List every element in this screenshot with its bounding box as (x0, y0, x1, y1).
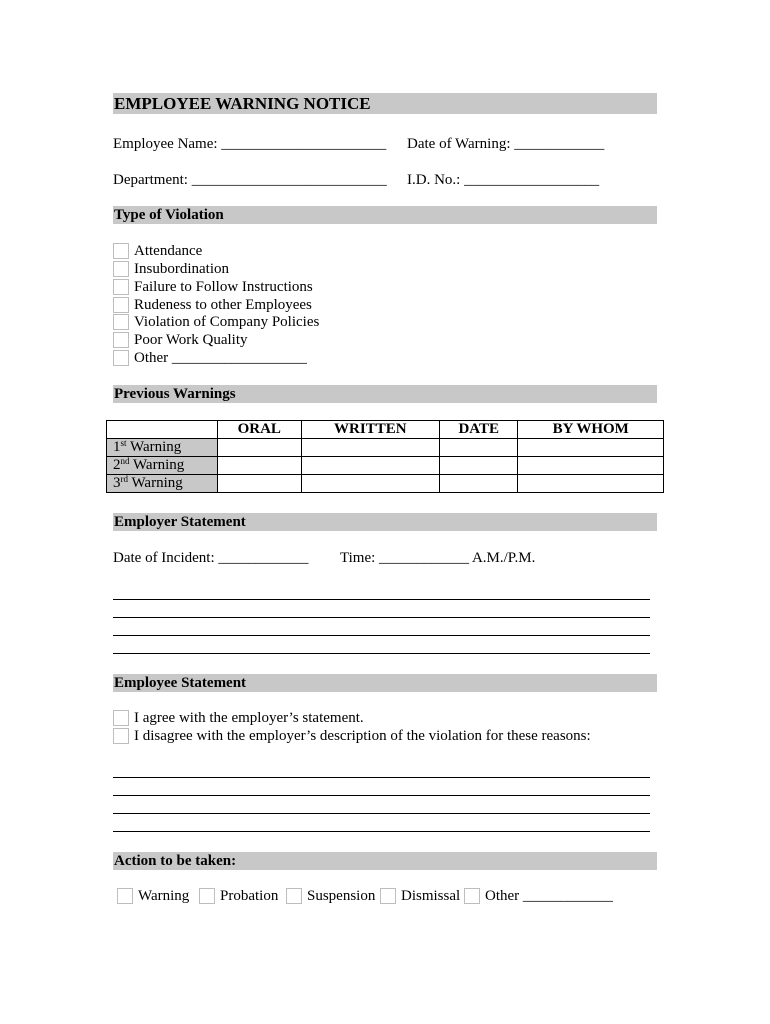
previous-warnings-table (106, 420, 664, 493)
row-ordinal: st (120, 438, 127, 448)
employer-statement-line[interactable] (113, 599, 650, 600)
cell-date[interactable] (440, 457, 518, 475)
checkbox-warning[interactable] (117, 888, 133, 904)
date-of-incident-field[interactable]: Date of Incident: ____________ (113, 550, 309, 566)
cell-date[interactable] (440, 439, 518, 457)
row-text: Warning (126, 439, 182, 455)
employee-statement-heading: Employee Statement (113, 674, 657, 692)
employee-statement-line[interactable] (113, 795, 650, 796)
action-label: Warning (138, 888, 190, 904)
checkbox-other-violation[interactable] (113, 350, 129, 366)
checkbox-failure-to-follow[interactable] (113, 279, 129, 295)
row-text: Warning (128, 475, 183, 491)
violation-label: Rudeness to other Employees (134, 297, 312, 313)
cell-by-whom[interactable] (518, 457, 664, 475)
cell-date[interactable] (440, 475, 518, 493)
id-number-field[interactable]: I.D. No.: __________________ (407, 172, 600, 188)
employer-statement-heading: Employer Statement (113, 513, 657, 531)
violation-label: Insubordination (134, 261, 229, 277)
employee-statement-line[interactable] (113, 777, 650, 778)
table-row (107, 457, 664, 475)
employee-name-field[interactable]: Employee Name: ______________________ (113, 136, 387, 152)
employer-statement-line[interactable] (113, 653, 650, 654)
row-text: Warning (129, 457, 185, 473)
employer-statement-line[interactable] (113, 635, 650, 636)
cell-oral[interactable] (218, 475, 302, 493)
time-field[interactable]: Time: ____________ A.M./P.M. (340, 550, 536, 566)
checkbox-attendance[interactable] (113, 243, 129, 259)
row-ordinal: nd (120, 456, 130, 466)
checkbox-insubordination[interactable] (113, 261, 129, 277)
checkbox-suspension[interactable] (286, 888, 302, 904)
action-label: Probation (220, 888, 279, 904)
table-row (107, 475, 664, 493)
cell-written[interactable] (301, 457, 440, 475)
column-header-oral: ORAL (218, 421, 302, 439)
table-header-row (107, 421, 664, 439)
violation-label[interactable]: Other __________________ (134, 350, 307, 366)
employee-statement-line[interactable] (113, 831, 650, 832)
checkbox-policy-violation[interactable] (113, 314, 129, 330)
column-header-by-whom: BY WHOM (518, 421, 664, 439)
employer-statement-line[interactable] (113, 617, 650, 618)
violation-label: Failure to Follow Instructions (134, 279, 313, 295)
column-header-written: WRITTEN (301, 421, 440, 439)
previous-warnings-heading: Previous Warnings (113, 385, 657, 403)
agree-label: I agree with the employer’s statement. (134, 710, 364, 726)
cell-written[interactable] (301, 439, 440, 457)
action-label: Suspension (307, 888, 376, 904)
checkbox-disagree[interactable] (113, 728, 129, 744)
cell-oral[interactable] (218, 439, 302, 457)
checkbox-agree[interactable] (113, 710, 129, 726)
action-label: Dismissal (401, 888, 461, 904)
column-header-date: DATE (440, 421, 518, 439)
action-heading: Action to be taken: (113, 852, 657, 870)
row-number: 3 (113, 475, 121, 491)
row-label (107, 457, 218, 475)
checkbox-rudeness[interactable] (113, 297, 129, 313)
checkbox-poor-work-quality[interactable] (113, 332, 129, 348)
action-label[interactable]: Other ____________ (485, 888, 613, 904)
department-field[interactable]: Department: __________________________ (113, 172, 387, 188)
row-label (107, 475, 218, 493)
date-of-warning-field[interactable]: Date of Warning: ____________ (407, 136, 605, 152)
violation-label: Violation of Company Policies (134, 314, 320, 330)
row-number: 2 (113, 457, 121, 473)
checkbox-other-action[interactable] (464, 888, 480, 904)
form-title: EMPLOYEE WARNING NOTICE (113, 93, 657, 114)
violation-label: Attendance (134, 243, 203, 259)
disagree-label: I disagree with the employer’s description of the violation for these reasons: (134, 728, 591, 744)
checkbox-dismissal[interactable] (380, 888, 396, 904)
checkbox-probation[interactable] (199, 888, 215, 904)
row-label (107, 439, 218, 457)
table-row (107, 439, 664, 457)
cell-written[interactable] (301, 475, 440, 493)
violation-label: Poor Work Quality (134, 332, 248, 348)
cell-oral[interactable] (218, 457, 302, 475)
employee-statement-line[interactable] (113, 813, 650, 814)
table-header-blank (107, 421, 218, 439)
type-of-violation-heading: Type of Violation (113, 206, 657, 224)
row-ordinal: rd (120, 474, 128, 484)
cell-by-whom[interactable] (518, 439, 664, 457)
cell-by-whom[interactable] (518, 475, 664, 493)
row-number: 1 (113, 439, 121, 455)
